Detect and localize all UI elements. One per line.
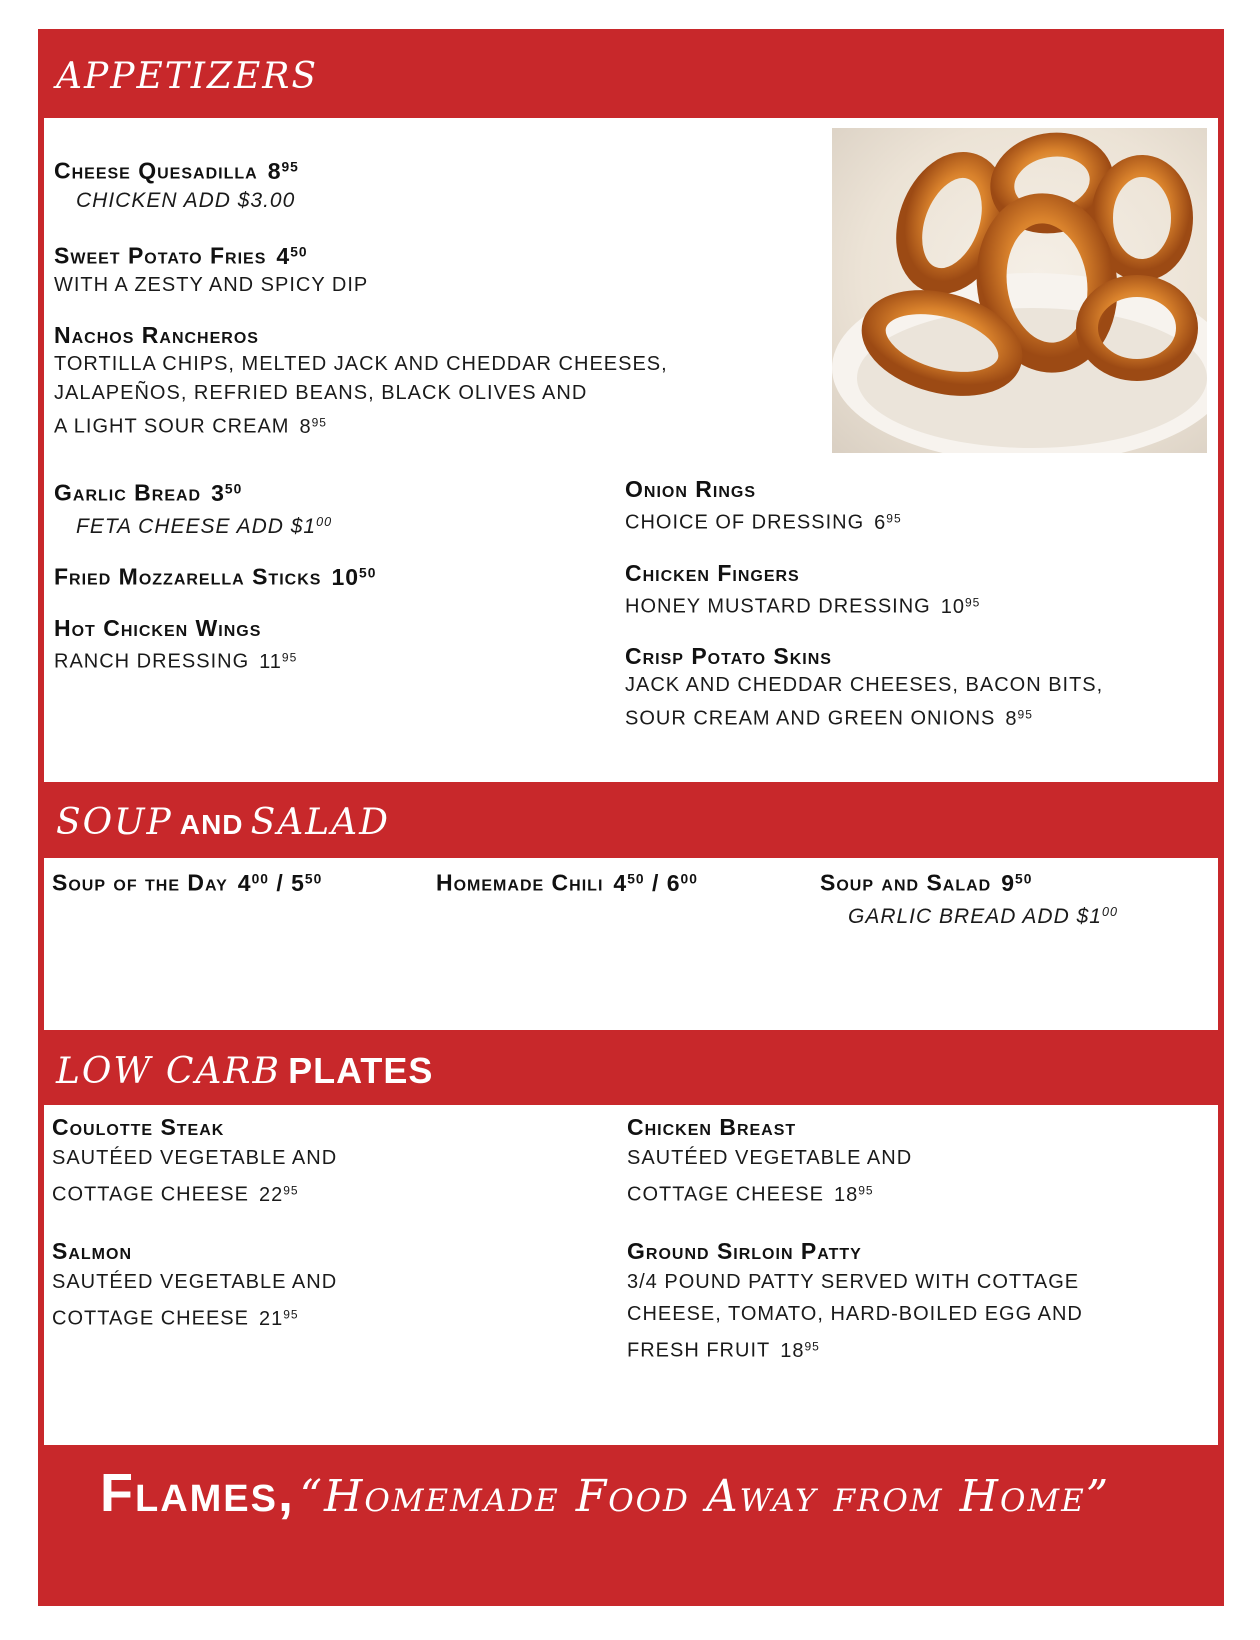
item-price: $4^{50} / 6^{00}$ [613, 869, 698, 896]
item-description: CHOICE OF DRESSING [625, 511, 865, 534]
menu-item-crisp-potato-skins [625, 641, 1103, 734]
item-name: Homemade Chili [436, 869, 604, 896]
item-name: Garlic Bread [54, 479, 202, 506]
item-name: Sweet Potato Fries [54, 242, 267, 269]
item-price: $18^{95}$ [834, 1183, 874, 1206]
item-price: $8^{95}$ [267, 157, 299, 184]
item-name: Soup of the Day [52, 869, 228, 896]
item-addon: GARLIC BREAD ADD $\$1^{00}$ [848, 904, 1118, 928]
item-name: Soup and Salad [820, 869, 992, 896]
item-name: Fried Mozzarella Sticks [54, 563, 322, 590]
item-name: Crisp Potato Skins [625, 643, 832, 669]
item-name: Chicken Fingers [625, 560, 800, 586]
footer-slogan [100, 1462, 1110, 1524]
menu-item-soup-and-salad [820, 864, 1118, 931]
item-name: Onion Rings [625, 476, 757, 502]
item-description-1: SAUTÉED VEGETABLE AND [52, 1147, 338, 1169]
item-price: $10^{50}$ [331, 563, 377, 590]
menu-item-homemade-chili [436, 864, 698, 898]
item-price: $8^{95}$ [1005, 707, 1033, 730]
item-description-2: SOUR CREAM AND GREEN ONIONS [625, 707, 996, 730]
restaurant-name: Flames, [100, 1463, 295, 1523]
item-description-1: TORTILLA CHIPS, MELTED JACK AND CHEDDAR CHEESES, [54, 353, 668, 375]
menu-item-sweet-potato-fries [54, 237, 368, 300]
item-description-2: COTTAGE CHEESE [627, 1183, 824, 1206]
item-price: $3^{50}$ [211, 479, 243, 506]
item-description: HONEY MUSTARD DRESSING [625, 595, 931, 618]
item-name: Chicken Breast [627, 1114, 797, 1140]
soup-salad-title: SOUP AND SALAD [56, 802, 391, 843]
item-price: $8^{95}$ [299, 415, 327, 438]
menu-item-salmon [52, 1236, 337, 1335]
item-price: $11^{95}$ [259, 650, 298, 673]
item-name: Coulotte Steak [52, 1114, 225, 1140]
menu-item-cheese-quesadilla [54, 152, 299, 215]
menu-item-soup-of-the-day [52, 864, 322, 898]
low-carb-title: LOW CARB PLATES [56, 1050, 434, 1092]
item-price: $10^{95}$ [940, 595, 981, 618]
item-description-2: JALAPEÑOS, REFRIED BEANS, BLACK OLIVES AND [54, 382, 588, 404]
menu-item-fried-mozzarella-sticks [54, 558, 376, 592]
menu-item-onion-rings [625, 474, 902, 538]
item-description-2: COTTAGE CHEESE [52, 1183, 249, 1206]
item-price: $4^{00} / 5^{50}$ [237, 869, 323, 896]
item-description-3: FRESH FRUIT [627, 1339, 771, 1362]
menu-item-nachos-rancheros [54, 320, 668, 442]
menu-item-hot-chicken-wings [54, 613, 297, 677]
item-description-2: COTTAGE CHEESE [52, 1307, 249, 1330]
item-description-3: A LIGHT SOUR CREAM [54, 415, 290, 438]
item-description-1: JACK AND CHEDDAR CHEESES, BACON BITS, [625, 674, 1104, 696]
item-description-2: CHEESE, TOMATO, HARD-BOILED EGG AND [627, 1303, 1083, 1325]
onion-rings-photo [832, 128, 1207, 453]
menu-item-coulotte-steak [52, 1112, 337, 1211]
item-description: RANCH DRESSING [54, 650, 250, 673]
appetizers-title: APPETIZERS [56, 56, 319, 97]
item-name: Cheese Quesadilla [54, 157, 258, 184]
item-price: $9^{50}$ [1001, 869, 1033, 896]
item-name: Salmon [52, 1238, 132, 1264]
item-addon: FETA CHEESE ADD $\$1^{00}$ [76, 514, 333, 538]
slogan-quote: “Homemade Food Away from Home” [299, 1471, 1111, 1522]
item-price: $6^{95}$ [874, 511, 902, 534]
item-description-1: 3/4 POUND PATTY SERVED WITH COTTAGE [627, 1271, 1080, 1293]
item-price: $22^{95}$ [259, 1183, 299, 1206]
item-addon: CHICKEN ADD $3.00 [76, 188, 296, 212]
item-description-1: SAUTÉED VEGETABLE AND [627, 1147, 913, 1169]
item-description: WITH A ZESTY AND SPICY DIP [54, 273, 369, 296]
onion-rings-image [832, 128, 1207, 453]
item-name: Hot Chicken Wings [54, 615, 262, 641]
menu-item-garlic-bread [54, 474, 332, 541]
menu-item-ground-sirloin-patty [627, 1236, 1083, 1367]
item-name: Nachos Rancheros [54, 322, 259, 348]
menu-item-chicken-breast [627, 1112, 912, 1211]
item-price: $21^{95}$ [259, 1307, 299, 1330]
item-description-1: SAUTÉED VEGETABLE AND [52, 1271, 338, 1293]
item-price: $18^{95}$ [780, 1339, 820, 1362]
item-name: Ground Sirloin Patty [627, 1238, 862, 1264]
menu-item-chicken-fingers [625, 558, 980, 622]
item-price: $4^{50}$ [276, 242, 308, 269]
